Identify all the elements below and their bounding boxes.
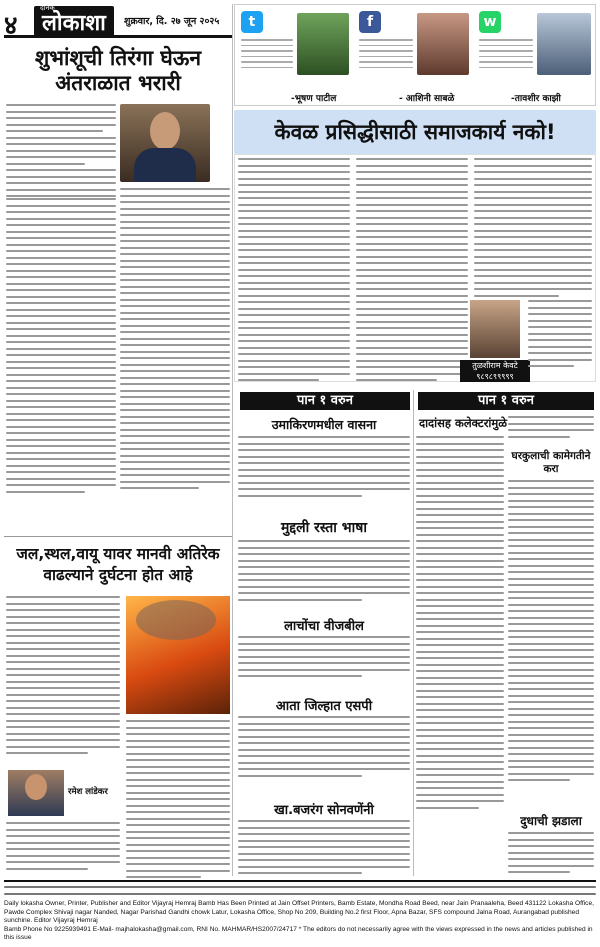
main-article-col1 (238, 158, 350, 386)
lower-left-col2 (126, 720, 230, 883)
social-item1-caption: -भूषण पाटील (291, 94, 337, 104)
imprint-marathi (4, 886, 596, 900)
social-item2-photo (417, 13, 469, 75)
column-rule-2 (413, 390, 414, 876)
main-article-col3 (474, 158, 592, 301)
left-article-intro (6, 104, 116, 202)
social-item3-caption: -तावशीर काझी (511, 94, 561, 104)
middle-story-4 (238, 716, 410, 781)
social-item2-caption: - आशिनी साबळे (399, 94, 455, 104)
middle-headline-4: आता जिल्हात एसपी (275, 699, 373, 714)
astronaut-photo (120, 104, 210, 182)
column-rule-1 (232, 4, 233, 876)
author-photo-caption: रमेश लांडेकर (68, 787, 108, 797)
masthead (4, 4, 232, 41)
main-article-photo (470, 300, 520, 358)
right-headline-2: घरकुलाची कामेगतीने करा (511, 450, 591, 475)
facebook-icon: f (359, 11, 381, 33)
left-headline-line1: शुभांशूची तिरंगा घेऊन (35, 46, 201, 70)
middle-story-5 (238, 820, 410, 879)
paper-name-tag: दैनिक (40, 4, 55, 12)
right-headline-3: दुधाची झडाला (520, 814, 582, 828)
middle-story-3 (238, 636, 410, 682)
imprint-english (4, 900, 596, 943)
social-bar (234, 4, 596, 106)
lower-headline-line2: वाढल्याने दुर्घटना होत आहे (43, 566, 193, 584)
imprint-line-1: Daily lokasha Owner, Printer, Publisher and Editor Vijayraj Hemraj Bamb Has Been Printed at Jain Offset Printers, Bamb Estate, Mondha Road Beed, near Jain Pranaaleha, Beed 431122 Lokasha Office, (4, 900, 594, 907)
right-story-3 (508, 832, 594, 878)
middle-story-1 (238, 436, 410, 501)
right-headline-1: दादांसह कलेक्टरांमुळे (418, 416, 508, 430)
social-item2-text (359, 39, 413, 72)
middle-story-2 (238, 540, 410, 605)
lower-left-col1 (6, 596, 120, 759)
middle-headline-3: लाचोंचा वीजबील (284, 619, 364, 634)
social-item1-text (241, 39, 293, 72)
whatsapp-icon: w (479, 11, 501, 33)
photo-caption-phone: ९८९८९९९९९ (476, 372, 514, 381)
left-article-headline (6, 46, 230, 96)
right-story-2 (508, 480, 594, 786)
middle-headline-1: उमाकिरणमधील वासना (271, 417, 377, 432)
left-article-body-col2 (120, 188, 230, 494)
imprint-line-3: Bamb Phone No 9225939491 E-Mail- majhalokasha@gmail.com, RNI No. MAHMAR/HS2007/24717 * The editors do not necessarily agree with the views expressed in the news and articles published in this issue (4, 925, 593, 942)
continued-bar-right: पान १ वरुन (418, 392, 594, 410)
social-item3-photo (537, 13, 591, 75)
lower-left-headline (6, 544, 230, 586)
main-article-photo-caption (460, 360, 530, 382)
lower-left-col1-tail (6, 822, 120, 874)
main-article-col2 (356, 158, 468, 386)
main-headline: केवळ प्रसिद्धीसाठी समाजकार्य नको! (234, 110, 596, 154)
lower-headline-line1: जल,स्थल,वायू यावर मानवी अतिरेक (16, 545, 220, 563)
continued-bar-middle: पान १ वरुन (240, 392, 410, 410)
social-item1-photo (297, 13, 349, 75)
left-article-body-col1 (6, 198, 116, 497)
main-article-col3-tail (528, 300, 592, 372)
dateline: शुक्रवार, दि. २७ जून २०२५ (124, 16, 220, 27)
imprint-line-2: Pawde Complex Shivaji nagar Nanded, Nagar Parishad Gandhi chowk Latur, Lokasha Office, Shop No 209, Building No.2 first Floor, Apna Bazar, SFS compound Jalna Road, Aurangabad published sunchine. Editor Vijayraj Hemraj (4, 908, 579, 925)
fire-disaster-photo (126, 596, 230, 714)
social-item3-text (479, 39, 533, 72)
page-number: ४ (4, 11, 18, 41)
right-story-1-col1 (416, 436, 504, 813)
twitter-icon: t (241, 11, 263, 33)
paper-name: लोकाशा (34, 6, 114, 38)
left-headline-line2: अंतराळात भरारी (55, 71, 181, 95)
photo-caption-name: तुळशीराम केवटे (472, 361, 518, 370)
left-separator (4, 536, 232, 537)
middle-headline-2: मुद्दली रस्ता भाषा (281, 520, 367, 536)
right-story-1-col2 (508, 416, 594, 442)
middle-headline-5: खा.बजरंग सोनवणेंनी (274, 803, 374, 818)
author-photo (8, 770, 64, 816)
